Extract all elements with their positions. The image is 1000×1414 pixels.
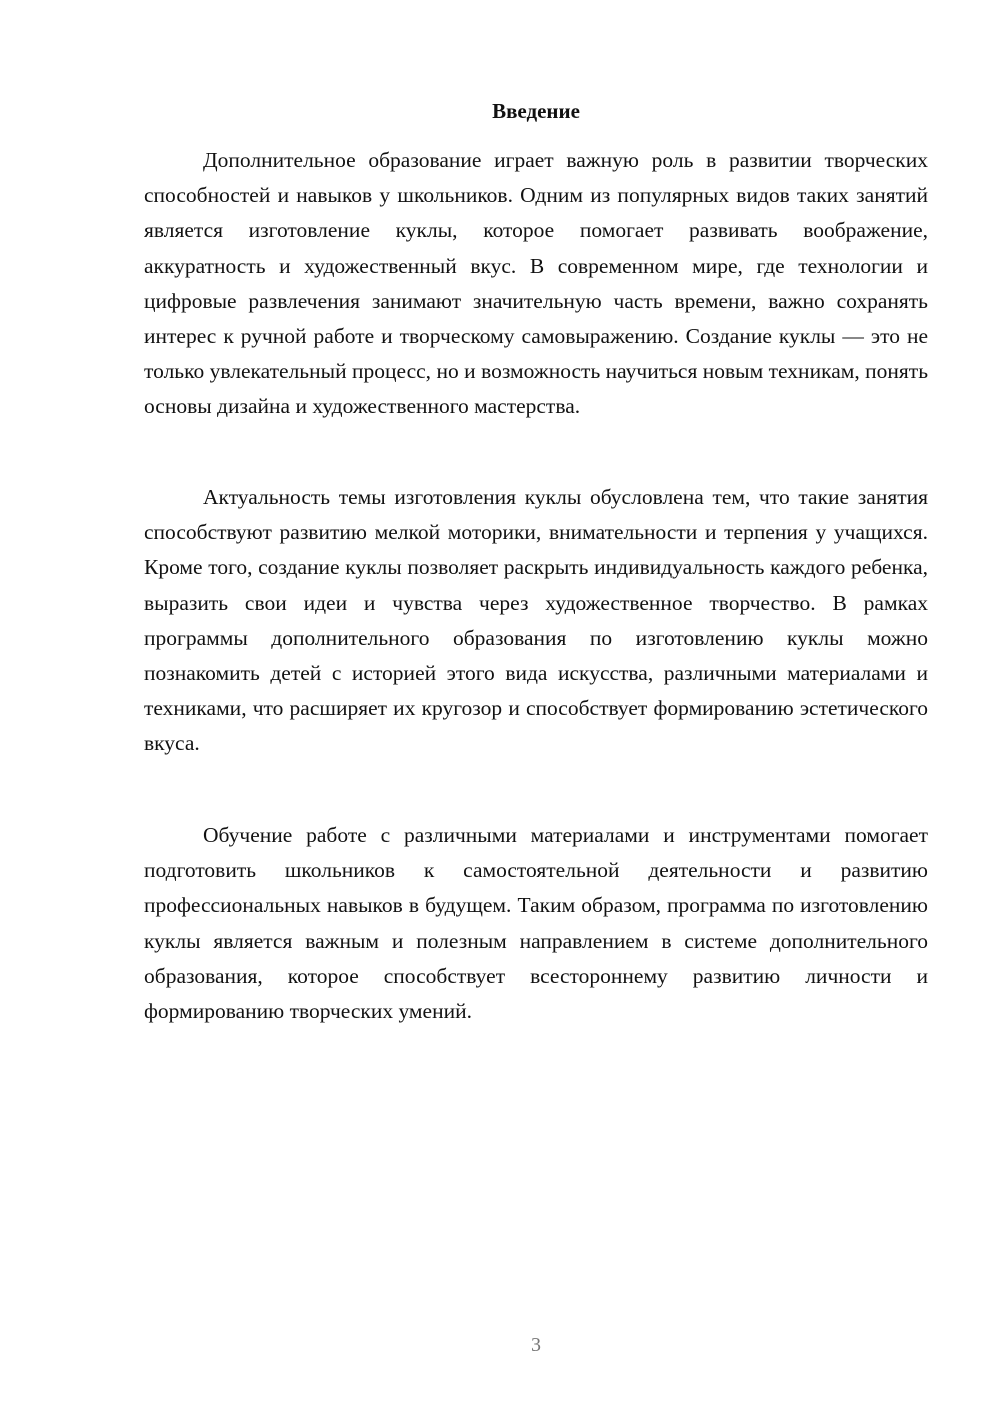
paragraph-2: Актуальность темы изготовления куклы обусловлена тем, что такие занятия способствуют развитию мелкой моторики, внимательности и терпения у учащихся. Кроме того, создание куклы позволяет раскрыть индивидуальность каждого ребенка, выразить свои идеи и чувства через художественное творчество. В рамках программы дополнительного образования по изготовлению куклы можно познакомить детей с историей этого вида искусства, различными материалами и техниками, что расширяет их кругозор и способствует формированию эстетического вкуса.: [144, 485, 928, 756]
section-title: Введение: [492, 99, 580, 123]
paragraph-3: Обучение работе с различными материалами и инструментами помогает подготовить школьников к самостоятельной деятельности и развитию профессиональных навыков в будущем. Таким образом, программа по изготовлению куклы является важным и полезным направлением в системе дополнительного образования, которое способствует всестороннему развитию личности и формированию творческих умений.: [144, 823, 928, 1024]
paragraph-1: Дополнительное образование играет важную роль в развитии творческих способностей и навыков у школьников. Одним из популярных видов таких занятий является изготовление куклы, которое помогает развивать воображение, аккуратность и художественный вкус. В современном мире, где технологии и цифровые развлечения занимают значительную часть времени, важно сохранять интерес к ручной работе и творческому самовыражению. Создание куклы — это не только увлекательный процесс, но и возможность научиться новым техникам, понять основы дизайна и художественного мастерства.: [144, 148, 928, 419]
page-number: 3: [531, 1334, 541, 1356]
